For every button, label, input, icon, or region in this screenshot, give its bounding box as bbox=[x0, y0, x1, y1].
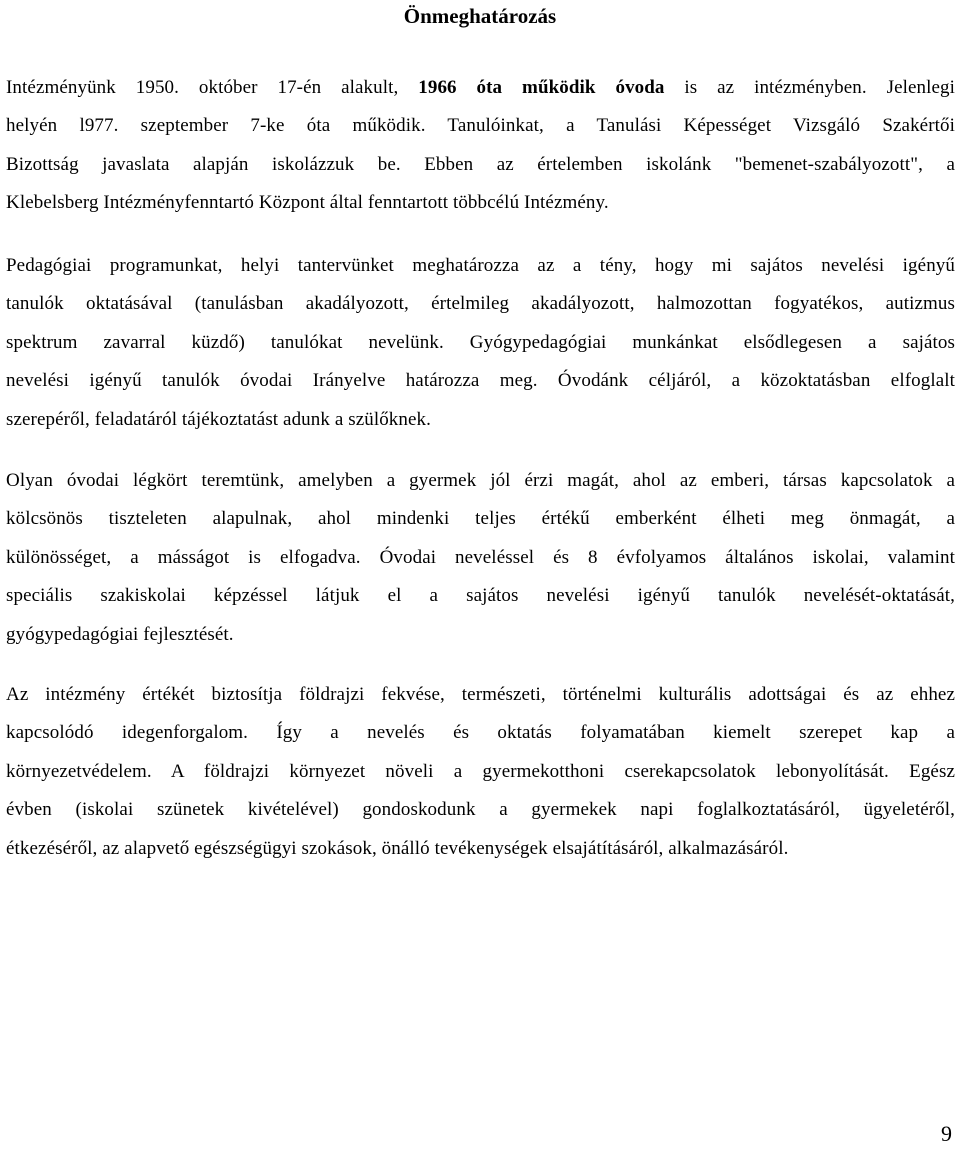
paragraph-atmosphere bbox=[6, 462, 955, 654]
paragraph-line: spektrum zavarral küzdő) tanulókat nevelünk. Gyógypedagógiai munkánkat elsődlegesen a sajátos bbox=[6, 331, 955, 353]
paragraph-line bbox=[6, 69, 955, 107]
paragraph-intro bbox=[6, 69, 955, 223]
paragraph-line: környezetvédelem. A földrajzi környezet növeli a gyermekotthoni cserekapcsolatok lebonyolítását. Egész bbox=[6, 760, 955, 782]
bold-text-run: 1966 óta működik óvoda bbox=[418, 77, 665, 98]
text-run: is az intézményben. Jelenlegi bbox=[664, 77, 956, 98]
paragraph-line: Az intézmény értékét biztosítja földrajzi fekvése, természeti, történelmi kulturális adottságai és az ehhez bbox=[6, 684, 955, 705]
paragraph-line: speciális szakiskolai képzéssel látjuk el a sajátos nevelési igényű tanulók nevelését-oktatását, bbox=[6, 585, 955, 607]
paragraph-line: Olyan óvodai légkört teremtünk, amelyben a gyermek jól érzi magát, ahol az emberi, társas kapcsolatok a bbox=[6, 470, 955, 491]
paragraph-line: kapcsolódó idegenforgalom. Így a nevelés és oktatás folyamatában kiemelt szerepet kap a bbox=[6, 722, 955, 744]
paragraph-line: Pedagógiai programunkat, helyi tantervünket meghatározza az a tény, hogy mi sajátos nevelési igényű bbox=[6, 255, 955, 276]
paragraph-line: Klebelsberg Intézményfenntartó Központ által fenntartott többcélú Intézmény. bbox=[6, 192, 609, 214]
paragraph-line: különösséget, a másságot is elfogadva. Óvodai neveléssel és 8 évfolyamos általános iskolai, valamint bbox=[6, 546, 955, 568]
paragraph-line: gyógypedagógiai fejlesztését. bbox=[6, 623, 234, 645]
paragraph-line: étkezéséről, az alapvető egészségügyi szokások, önálló tevékenységek elsajátításáról, alkalmazásáról. bbox=[6, 837, 789, 859]
paragraph-pedagogical-program bbox=[6, 247, 955, 439]
page-title: Önmeghatározás bbox=[403, 4, 557, 28]
paragraph-line: szerepéről, feladatáról tájékoztatást adunk a szülőknek. bbox=[6, 408, 431, 430]
paragraph-line: helyén l977. szeptember 7-ke óta működik. Tanulóinkat, a Tanulási Képességet Vizsgáló Szakértői bbox=[6, 115, 955, 137]
paragraph-institution-values bbox=[6, 676, 955, 868]
paragraph-line: évben (iskolai szünetek kivételével) gondoskodunk a gyermekek napi foglalkoztatásáról, ügyeletéről, bbox=[6, 799, 955, 821]
page-number: 9 bbox=[941, 1121, 952, 1146]
paragraph-line: tanulók oktatásával (tanulásban akadályozott, értelmileg akadályozott, halmozottan fogyatékos, autizmus bbox=[6, 293, 955, 315]
text-run: Intézményünk 1950. október 17-én alakult, bbox=[6, 77, 419, 98]
paragraph-line: kölcsönös tiszteleten alapulnak, ahol mindenki teljes értékű emberként élheti meg önmagát, a bbox=[6, 508, 955, 530]
paragraph-line: nevelési igényű tanulók óvodai Irányelve határozza meg. Óvodánk céljáról, a közoktatásban elfoglalt bbox=[6, 370, 955, 392]
paragraph-line: Bizottság javaslata alapján iskolázzuk be. Ebben az értelemben iskolánk "bemenet-szabályozott", a bbox=[6, 153, 955, 175]
